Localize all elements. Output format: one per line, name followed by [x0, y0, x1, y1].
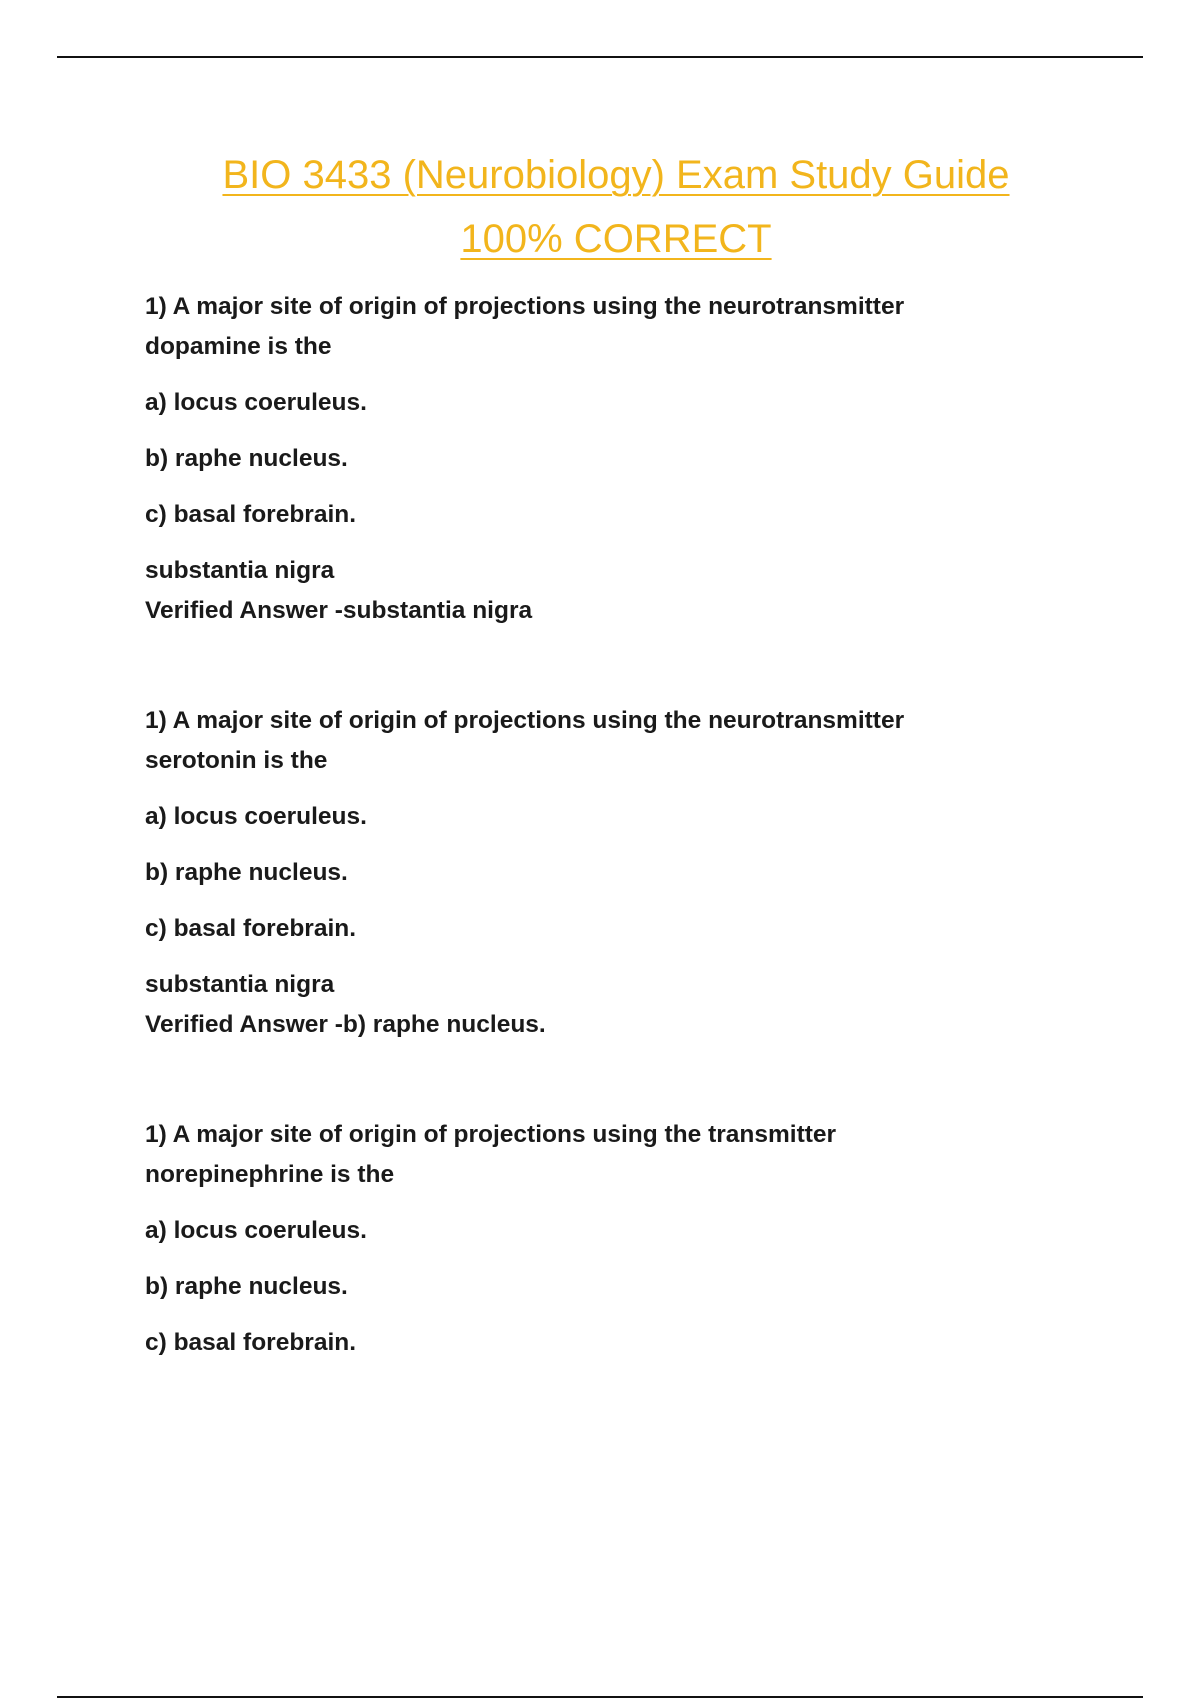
answer-block [145, 965, 1125, 1045]
option-b: b) raphe nucleus. [145, 859, 348, 886]
option-a: a) locus coeruleus. [145, 389, 367, 416]
question-text [145, 287, 1125, 367]
title-line-1: BIO 3433 (Neurobiology) Exam Study Guide [222, 153, 1010, 197]
document-title [0, 143, 1200, 271]
top-rule [57, 56, 1143, 58]
question-line-1: 1) A major site of origin of projections using the neurotransmitter [145, 707, 905, 734]
option-c: c) basal forebrain. [145, 915, 357, 942]
extra-option: substantia nigra [145, 557, 335, 584]
extra-option: substantia nigra [145, 971, 335, 998]
verified-answer: Verified Answer -substantia nigra [145, 597, 533, 624]
question-item-3 [145, 1115, 1125, 1363]
option-c: c) basal forebrain. [145, 501, 357, 528]
question-line-2: dopamine is the [145, 333, 332, 360]
question-line-2: serotonin is the [145, 747, 328, 774]
question-list [145, 287, 1125, 1363]
option-a: a) locus coeruleus. [145, 1217, 367, 1244]
option-b: b) raphe nucleus. [145, 445, 348, 472]
question-text [145, 1115, 1125, 1195]
option-b: b) raphe nucleus. [145, 1273, 348, 1300]
question-item-1 [145, 287, 1125, 631]
question-line-1: 1) A major site of origin of projections using the transmitter [145, 1121, 837, 1148]
verified-answer: Verified Answer -b) raphe nucleus. [145, 1011, 546, 1038]
question-item-2 [145, 701, 1125, 1045]
question-line-1: 1) A major site of origin of projections using the neurotransmitter [145, 293, 905, 320]
bottom-rule [57, 1696, 1143, 1698]
answer-block [145, 551, 1125, 631]
option-a: a) locus coeruleus. [145, 803, 367, 830]
option-c: c) basal forebrain. [145, 1329, 357, 1356]
question-line-2: norepinephrine is the [145, 1161, 395, 1188]
title-line-2: 100% CORRECT [460, 217, 772, 261]
question-text [145, 701, 1125, 781]
